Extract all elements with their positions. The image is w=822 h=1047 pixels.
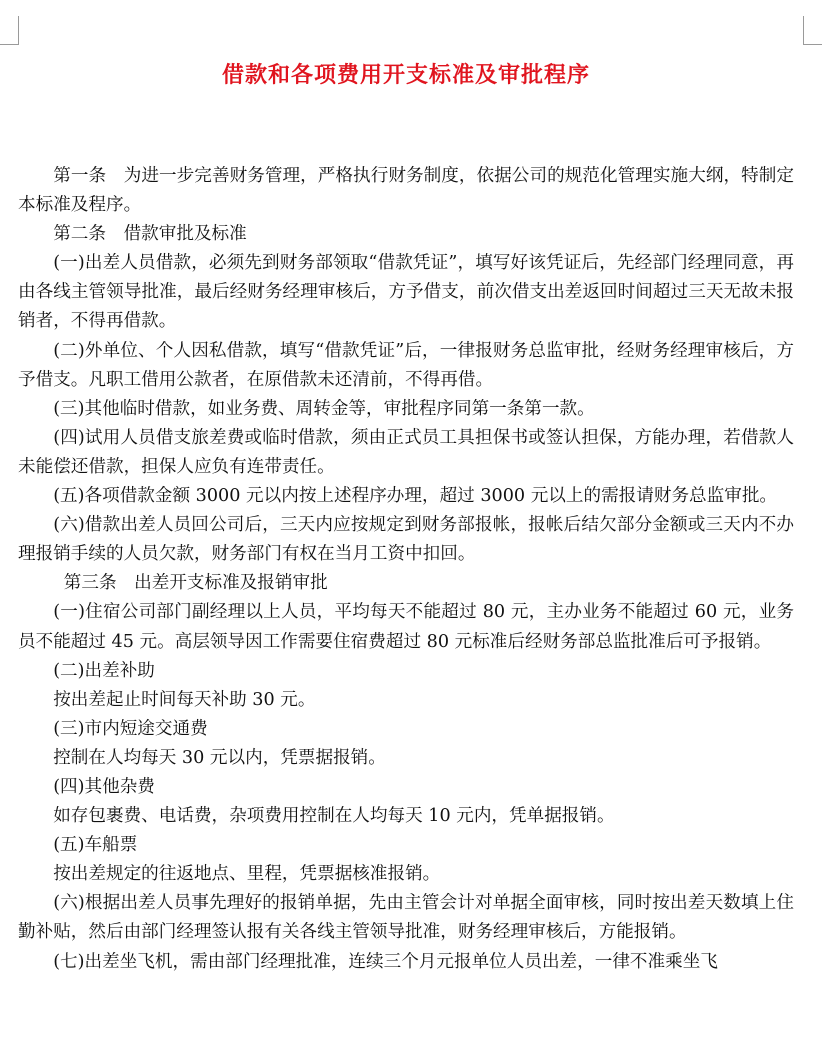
document-title: 借款和各项费用开支标准及审批程序 <box>221 63 590 88</box>
heading-article-2: 第二条 借款审批及标准 <box>53 224 247 245</box>
paragraph-3-7: (七)出差坐飞机，需由部门经理批准，连续三个月元报单位人员出差，一律不准乘坐飞 <box>53 951 718 972</box>
paragraph-2-2: (二)外单位、个人因私借款，填写“借款凭证”后，一律报财务总监审批，经财务经理审核后，方予借支。凡职工借用公款者，在原借款未还清前，不得再借。 <box>18 340 794 390</box>
paragraph-2-3: (三)其他临时借款，如业务费、周转金等，审批程序同第一条第一款。 <box>53 398 595 419</box>
paragraph-3-1: (一)住宿公司部门副经理以上人员，平均每天不能超过 80 元，主办业务不能超过 60 元，业务员不能超过 45 元。高层领导因工作需要住宿费超过 80 元标准后经财务部总监批准后可予报销。 <box>18 602 794 652</box>
paragraph-3-6: (六)根据出差人员事先理好的报销单据，先由主管会计对单据全面审核，同时按出差天数填上住勤补贴，然后由部门经理签认报有关各线主管领导批准，财务经理审核后，方能报销。 <box>18 893 794 943</box>
paragraph-article-1: 第一条 为进一步完善财务管理，严格执行财务制度，依据公司的规范化管理实施大纲，特制定本标准及程序。 <box>18 166 794 216</box>
paragraph-2-4: (四)试用人员借支旅差费或临时借款，须由正式员工具担保书或签认担保，方能办理，若借款人未能偿还借款，担保人应负有连带责任。 <box>18 427 794 477</box>
heading-3-2: (二)出差补助 <box>53 660 155 681</box>
heading-3-5: (五)车船票 <box>53 835 138 856</box>
paragraph-3-5: 按出差规定的往返地点、里程，凭票据核准报销。 <box>53 864 441 885</box>
paragraph-2-5: (五)各项借款金额 3000 元以内按上述程序办理，超过 3000 元以上的需报请财务总监审批。 <box>53 486 778 507</box>
heading-3-4: (四)其他杂费 <box>53 776 155 797</box>
paragraph-2-6: (六)借款出差人员回公司后，三天内应按规定到财务部报帐，报帐后结欠部分金额或三天内不办理报销手续的人员欠款，财务部门有权在当月工资中扣回。 <box>18 515 794 565</box>
paragraph-3-2: 按出差起止时间每天补助 30 元。 <box>53 689 316 710</box>
paragraph-3-3: 控制在人均每天 30 元以内，凭票据报销。 <box>53 747 386 768</box>
document-body <box>18 162 794 977</box>
heading-3-3: (三)市内短途交通费 <box>53 718 208 739</box>
paragraph-2-1: (一)出差人员借款，必须先到财务部领取“借款凭证”，填写好该凭证后，先经部门经理同意，再由各线主管领导批准，最后经财务经理审核后，方予借支，前次借支出差返回时间超过三天无故未报销者，不得再借款。 <box>18 253 794 332</box>
paragraph-3-4: 如存包裹费、电话费，杂项费用控制在人均每天 10 元内，凭单据报销。 <box>53 806 615 827</box>
page-corner-mark-top-right <box>803 16 822 45</box>
document-page <box>18 58 794 977</box>
page-corner-mark-top-left <box>0 16 19 45</box>
heading-article-3: 第三条 出差开支标准及报销审批 <box>63 573 328 594</box>
